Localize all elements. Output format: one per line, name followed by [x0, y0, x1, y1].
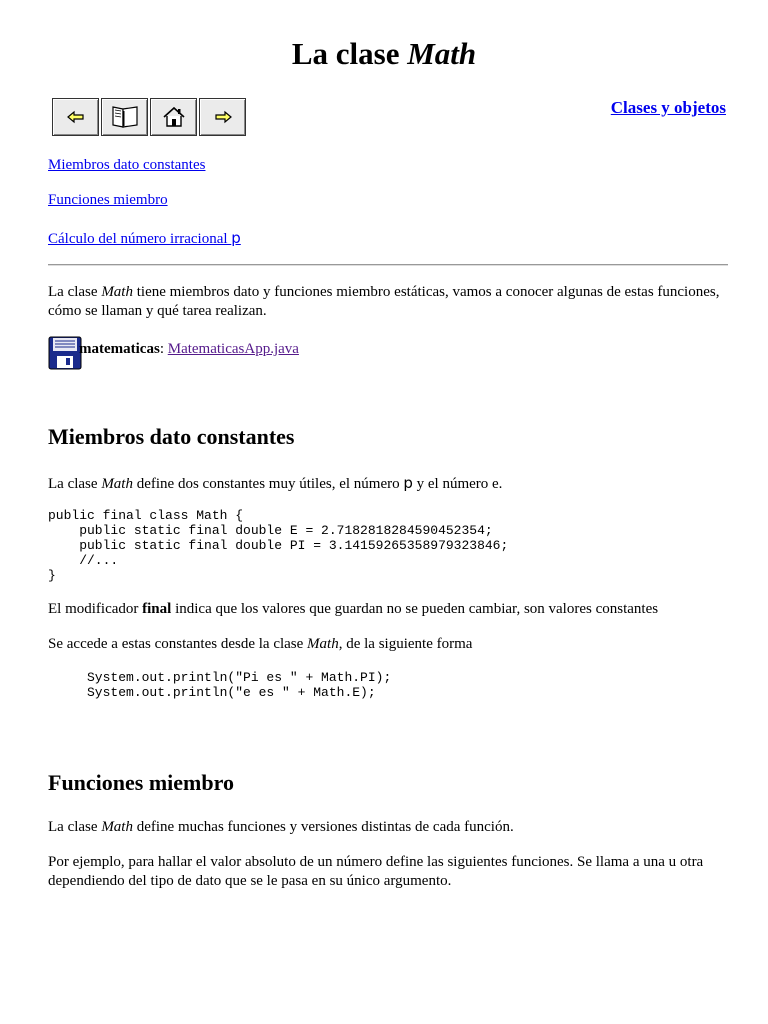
page-title-emph: Math: [407, 36, 477, 71]
index-button[interactable]: [101, 98, 148, 136]
toc-link-calculo-pi[interactable]: [48, 231, 241, 247]
separator: [48, 264, 728, 266]
code-block-println: System.out.println("Pi es " + Math.PI); System.out.println("e es " + Math.E);: [87, 670, 392, 700]
intro-text-c: tiene miembros dato y funciones miembro estáticas, vamos a conocer algunas de estas funciones, cómo se llaman y qué tarea realizan.: [48, 284, 720, 319]
prev-arrow-icon: [66, 110, 86, 124]
section1-paragraph-3: [48, 635, 728, 654]
s1p1-a: La clase: [48, 476, 102, 492]
home-icon: [161, 105, 187, 129]
section-heading-funciones-miembro: Funciones miembro: [48, 770, 234, 795]
page-title: [0, 36, 768, 72]
book-icon: [110, 104, 140, 130]
next-arrow-icon: [213, 110, 233, 124]
intro-text-a: La clase: [48, 284, 102, 300]
section-heading-miembros-dato: Miembros dato constantes: [48, 424, 295, 449]
section1-paragraph-1: [48, 474, 728, 494]
code-block-math-class: public final class Math { public static final double E = 2.7182818284590452354; public static final double PI = 3.14159265358979323846; //... }: [48, 508, 509, 583]
toc-item-2: [48, 192, 168, 209]
prev-button[interactable]: [52, 98, 99, 136]
download-link[interactable]: MatematicasApp.java: [167, 341, 299, 357]
section2-paragraph-2: Por ejemplo, para hallar el valor absoluto de un número define las siguientes funciones. Se llama a una u otra dependiendo del tipo de dato que se le pasa en su único argumento.: [48, 854, 704, 889]
s2p1-c: define muchas funciones y versiones distintas de cada función.: [132, 819, 514, 835]
clases-y-objetos-link[interactable]: Clases y objetos: [610, 98, 726, 117]
top-link-container: [611, 98, 726, 118]
s1p1-c: define dos constantes muy útiles, el número: [132, 476, 404, 492]
section2-paragraph-1: [48, 818, 728, 837]
toc-link-funciones-miembro[interactable]: Funciones miembro: [48, 192, 168, 208]
s1p1-pi-symbol: p: [403, 474, 413, 492]
next-button[interactable]: [199, 98, 246, 136]
section1-paragraph-2: [48, 600, 728, 619]
toc-item-3: [48, 229, 241, 248]
s1p1-math: Math: [101, 476, 133, 492]
download-colon: :: [159, 341, 168, 357]
toc-item-1: [48, 157, 205, 174]
page-title-prefix: La clase: [291, 36, 408, 71]
s2p1-math: Math: [101, 819, 133, 835]
pi-symbol: p: [231, 229, 241, 247]
s1p3-math: Math: [307, 636, 339, 652]
floppy-disk-icon[interactable]: [48, 336, 82, 370]
intro-paragraph: [48, 283, 728, 321]
toc-link-calculo-pi-text: Cálculo del número irracional: [48, 231, 232, 247]
intro-text-math: Math: [101, 284, 133, 300]
s1p2-a: El modificador: [48, 601, 143, 617]
download-label: matematicas: [79, 341, 160, 357]
s1p2-c: indica que los valores que guardan no se pueden cambiar, son valores constantes: [171, 601, 659, 617]
home-button[interactable]: [150, 98, 197, 136]
s2p1-a: La clase: [48, 819, 102, 835]
s1p3-c: , de la siguiente forma: [338, 636, 473, 652]
download-text: [79, 340, 299, 359]
s1p1-d: y el número e.: [412, 476, 503, 492]
s1p3-a: Se accede a estas constantes desde la clase: [48, 636, 308, 652]
s1p2-final: final: [142, 601, 172, 617]
toc-link-miembros-dato[interactable]: Miembros dato constantes: [48, 157, 206, 173]
